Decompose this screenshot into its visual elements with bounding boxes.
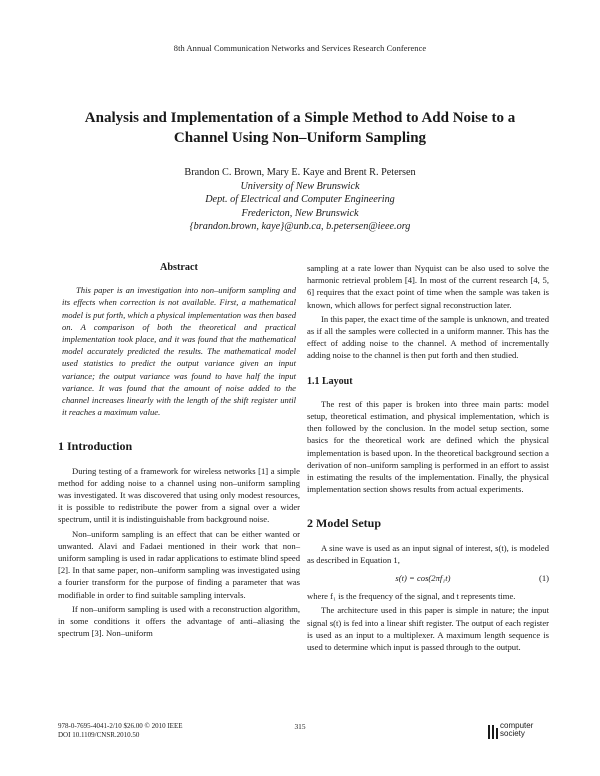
model-paragraph-2: where f₁ is the frequency of the signal, and t represents time. [307, 591, 516, 602]
computer-society-logo-icon [486, 724, 500, 740]
page-number: 315 [294, 722, 306, 731]
equation-expression: s(t) = cos(2πf₁t) [395, 573, 451, 584]
intro-paragraph-3: If non–uniform sampling is used with a reconstruction algorithm, in some conditions it offers the advantage of anti–aliasing the spectrum [3]. Non–uniform [58, 603, 300, 639]
computer-society-logo-text [500, 722, 533, 738]
right-column [307, 262, 549, 655]
section-2-heading: 2 Model Setup [307, 516, 382, 531]
paper-title [40, 108, 560, 148]
title-line-1: Analysis and Implementation of a Simple Method to Add Noise to a [84, 110, 516, 126]
layout-paragraph: The rest of this paper is broken into three main parts: model setup, theoretical estimation, and physical implementation, which is then followed by the conclusion. In the model setup section, some basics for the theoretical work are defined which the physical implementation is based upon. In the theoretical background section a derivation of non–uniform sampling is performed in an effort to assist in estimating the results of the implementation. Finally, the physical implementation section shows results from actual experiments. [307, 398, 549, 495]
author-names: Brandon C. Brown, Mary E. Kaye and Brent R. Petersen [184, 167, 416, 178]
intro-paragraph-2: Non–uniform sampling is an effect that can be either wanted or unwanted. Alavi and Fadaei mentioned in their work that non–uniform sampling is used in radar applications to estimate blind speed [2]. In that same paper, non–uniform sampling was investigated using a fourier transform for the purpose of finding a parameter that was modifiable in order to find suitable sampling intervals. [58, 528, 300, 600]
footer-isbn: 978-0-7695-4041-2/10 $26.00 © 2010 IEEE [58, 722, 183, 730]
logo-line-2: society [500, 729, 525, 738]
left-column [58, 258, 300, 641]
computer-society-logo [486, 718, 548, 744]
author-block [0, 166, 600, 234]
title-line-2: Channel Using Non–Uniform Sampling [173, 130, 427, 146]
intro-paragraph-1: During testing of a framework for wireless networks [1] a simple method for adding noise to a channel using non–uniform sampling was investigated. It was discovered that using only modest resources, it is possible to redistribute the power from a signal over a wider spectrum, until it is indistinguishable from background noise. [58, 465, 300, 525]
affiliation-location: Fredericton, New Brunswick [241, 207, 359, 219]
equation-1 [307, 572, 549, 584]
footer-doi: DOI 10.1109/CNSR.2010.50 [58, 731, 140, 739]
affiliation-university: University of New Brunswick [240, 180, 360, 192]
intro-paragraph-4: In this paper, the exact time of the sample is unknown, and treated as if all the samples were collected in a uniform manner. This has the effect of adding noise to the channel. A method of incrementally adding noise to the channel is then put forth and then studied. [307, 313, 549, 361]
logo-line-1: computer [500, 721, 534, 730]
equation-number: (1) [538, 573, 549, 584]
author-emails: {brandon.brown, kaye}@unb.ca, b.petersen@ieee.org [189, 221, 411, 233]
abstract-heading: Abstract [160, 262, 198, 273]
model-paragraph-1: A sine wave is used as an input signal of interest, s(t), is modeled as described in Equation 1, [307, 542, 549, 565]
section-1-heading: 1 Introduction [58, 439, 133, 454]
intro-paragraph-3-continued: sampling at a rate lower than Nyquist can be also used to solve the harmonic retrieval problem [4]. In most of the current research [4, 5, 6] requires that the exact point of time when the sample was taken is known, which allows for perfect signal reconstruction later. [307, 263, 549, 310]
abstract-text: This paper is an investigation into non–uniform sampling and its effects when correction is not available. First, a mathematical model is put forth, which a physical implementation was then based on. A comparison of both the theoretical and practical implementation took place, and it was found that the mathematical model accurately predicted the results. The mathematical model used statistics to predict the output variance given an input variance; the output variance was found to have half the input variance. It was found that the amount of noise added to the channel increases linearly with the length of the shift register until it reaches a maximum value. [62, 285, 296, 418]
affiliation-department: Dept. of Electrical and Computer Engineering [205, 194, 395, 206]
conference-header: 8th Annual Communication Networks and Services Research Conference [173, 44, 427, 53]
section-1-1-heading: 1.1 Layout [307, 375, 353, 387]
model-paragraph-3: The architecture used in this paper is simple in nature; the input signal s(t) is fed into a linear shift register. The output of each register is used as an input to a multiplexer. A maximum length sequence is used to determine which input is passed through to the output. [307, 605, 549, 653]
